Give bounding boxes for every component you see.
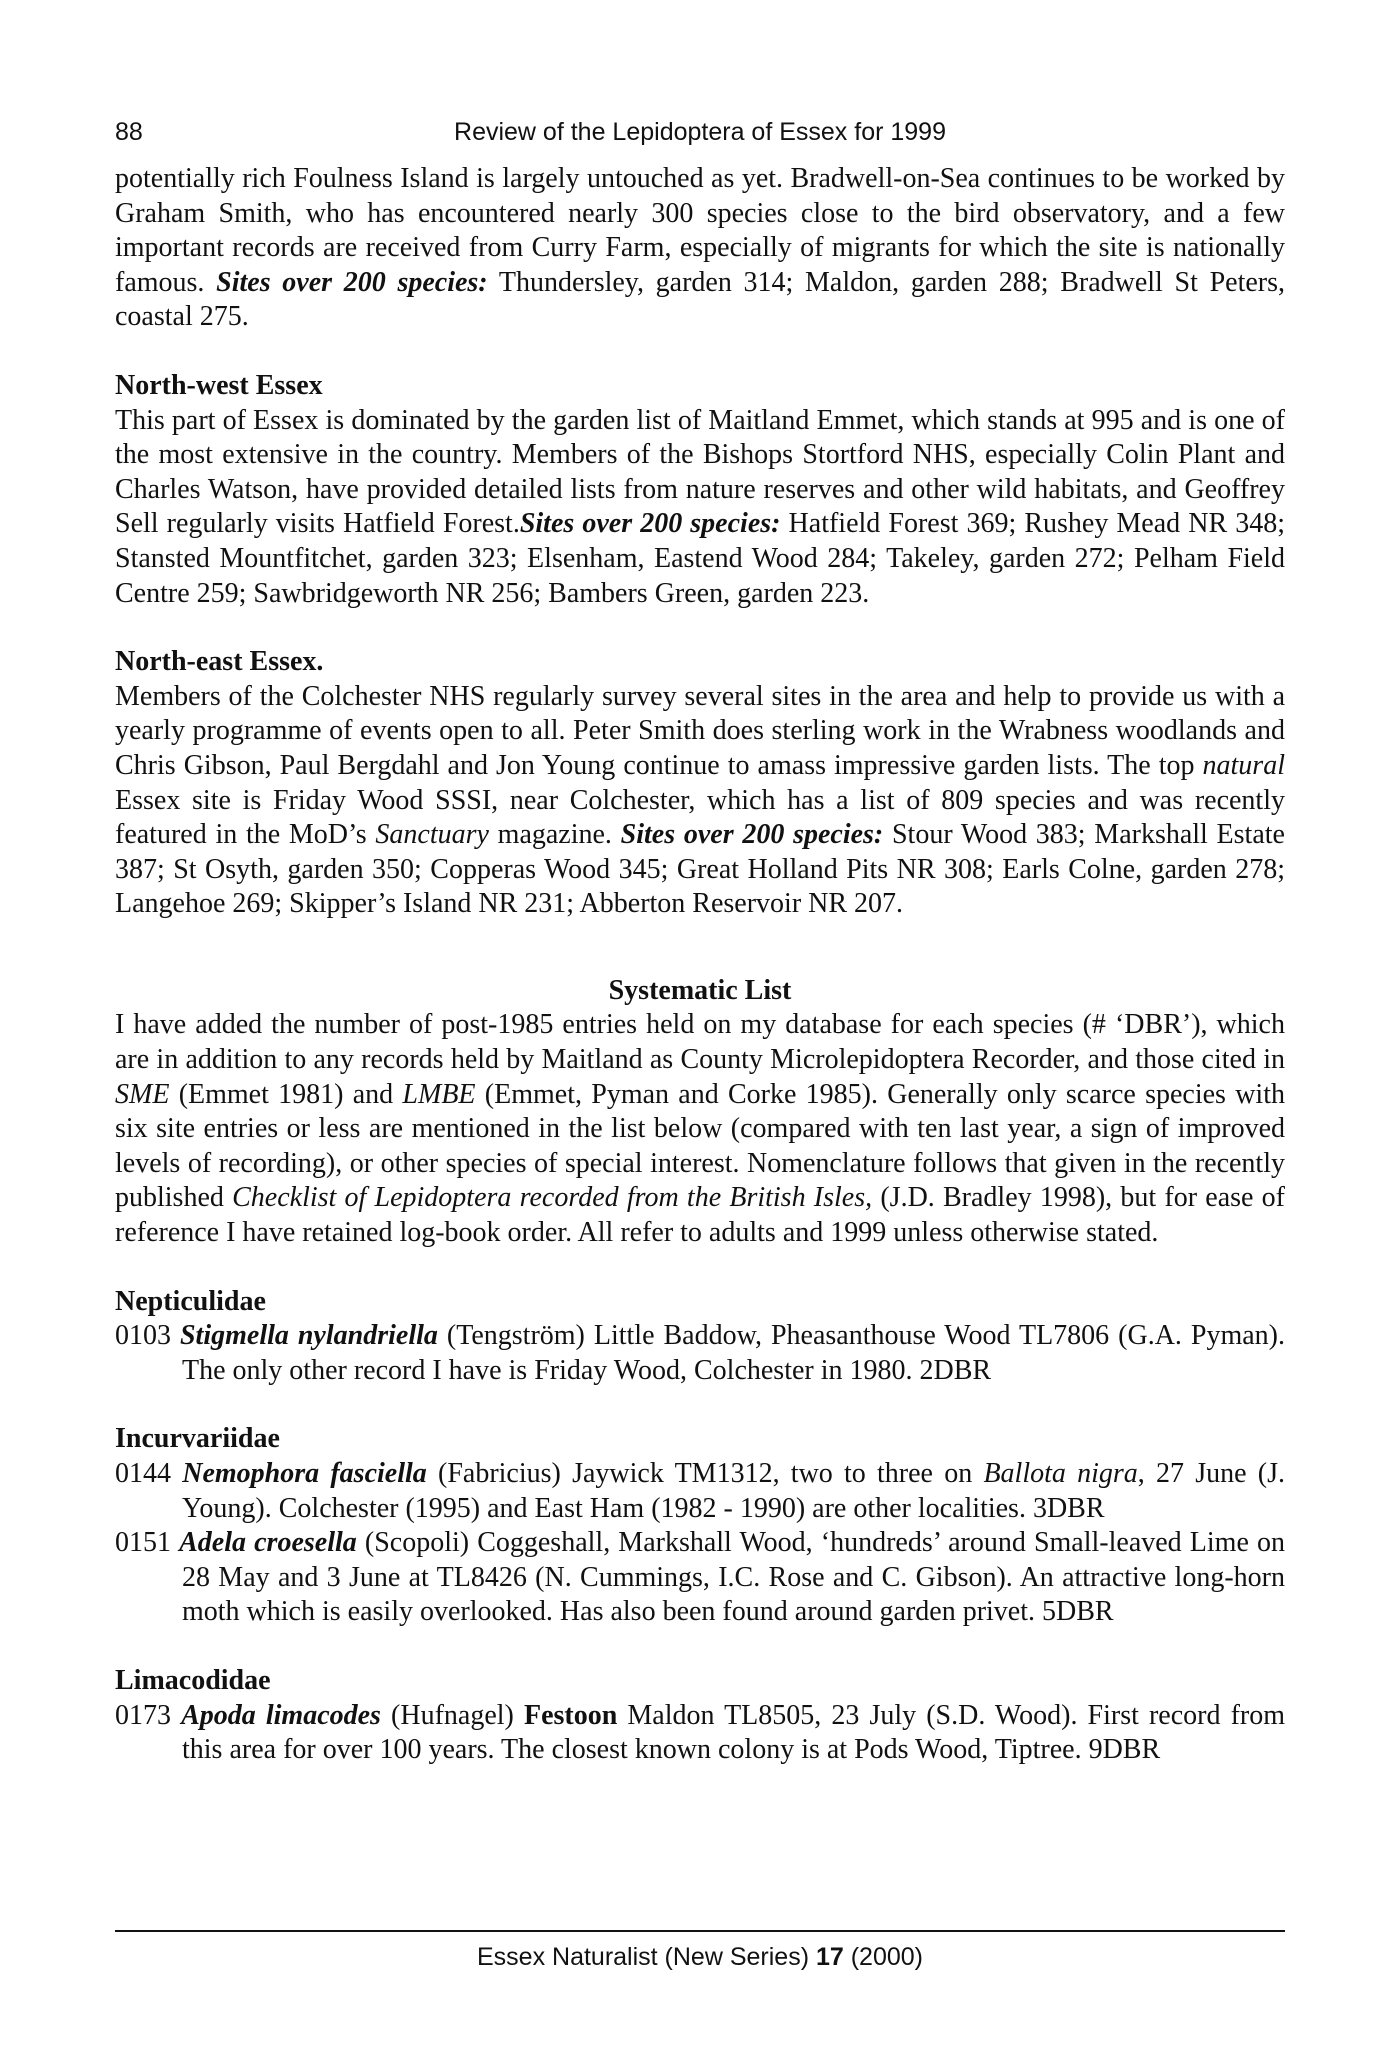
species-number: 0103 [115, 1320, 180, 1352]
magazine-title: Sanctuary [375, 819, 489, 851]
species-entry-0173 [115, 1699, 1285, 1768]
emphasis-natural: natural [1202, 749, 1285, 781]
species-entry-0103 [115, 1319, 1285, 1388]
family-heading-nepticulidae: Nepticulidae [115, 1285, 266, 1317]
plant-name: Ballota nigra [983, 1458, 1138, 1489]
text-run: , 27 June (J. Young). Colchester (1995) and East Ham (1982 - 1990) are other localities. 3DBR [182, 1458, 1286, 1524]
text-run: Maldon TL8505, 23 July (S.D. Wood). First record from this area for over 100 years. The closest known colony is at Pods Wood, Tiptree. 9DBR [182, 1699, 1286, 1766]
journal-name: Essex Naturalist (New Series) [476, 1943, 816, 1971]
text-run: Thundersley, garden 314; Maldon, garden 288; Bradwell St Peters, coastal 275. [115, 266, 1286, 333]
text-run: magazine. [488, 819, 621, 851]
section-heading-systematic-list: Systematic List [608, 974, 792, 1006]
sites-label: Sites over 200 species: [216, 266, 488, 298]
species-name: Stigmella nylandriella [179, 1320, 438, 1352]
text-run: (J.D. Bradley 1998), but for ease of reference I have retained log-book order. All refer to adults and 1999 unless otherwise stated. [115, 1182, 1285, 1249]
text-run: (Emmet, Pyman and Corke 1985). Generally only scarce species with six site entries or less are mentioned in the list below (compared with ten last year, a sign of improved levels of recording), or other species of special interest. Nomenclature follows that given in the recently published [115, 1078, 1285, 1214]
intro-paragraph [115, 162, 1285, 335]
running-header [115, 118, 1285, 152]
publication-sme: SME [115, 1078, 170, 1110]
text-run: I have added the number of post-1985 entries held on my database for each species (# ‘DBR’), which are in addition to any records held by Maitland as County Microlepidoptera Recorder, and those cited in [115, 1009, 1285, 1076]
sites-label: Sites over 200 species: [519, 508, 781, 540]
species-name: Adela croesella [179, 1527, 357, 1559]
species-name: Nemophora fasciella [182, 1458, 427, 1489]
publication-checklist: Checklist of Lepidoptera recorded from the British Isles, [232, 1182, 873, 1214]
species-number: 0151 [115, 1527, 180, 1559]
section-heading-north-east: North-east Essex. [115, 646, 324, 678]
journal-footer [115, 1943, 1285, 1972]
text-run: This part of Essex is dominated by the garden list of Maitland Emmet, which stands at 995 and is one of the most extensive in the country. Members of the Bishops Stortford NHS, especially Colin Plant and Charles Watson, have provided detailed lists from nature reserves and other wild habitats, and Geoffrey Sell regularly visits Hatfield Forest. [115, 404, 1285, 540]
text-run: (Emmet 1981) and [169, 1078, 403, 1110]
journal-year: (2000) [843, 1943, 923, 1971]
text-run: (Hufnagel) [380, 1699, 524, 1731]
footer-rule [115, 1930, 1285, 1932]
text-run: Members of the Colchester NHS regularly survey several sites in the area and help to provide us with a yearly programme of events open to all. Peter Smith does sterling work in the Wrabness woodlands and Chris Gibson, Paul Bergdahl and Jon Young continue to amass impressive garden lists. The top [115, 680, 1285, 781]
family-heading-incurvariidae: Incurvariidae [115, 1423, 280, 1455]
species-entry-0144 [115, 1457, 1285, 1526]
systematic-paragraph [115, 1008, 1285, 1250]
section-heading-north-west: North-west Essex [115, 369, 323, 401]
text-run: (Fabricius) Jaywick TM1312, two to three on [426, 1458, 984, 1489]
species-number: 0173 [115, 1699, 182, 1731]
text-run: (Scopoli) Coggeshall, Markshall Wood, ‘hundreds’ around Small-leaved Lime on 28 May and 3 June at TL8426 (N. Cummings, I.C. Rose and C. Gibson). An attractive long-horn moth which is easily overlooked. Has also been found around garden privet. 5DBR [182, 1527, 1285, 1628]
volume-number: 17 [815, 1943, 844, 1971]
running-title: Review of the Lepidoptera of Essex for 1999 [454, 118, 946, 146]
family-heading-limacodidae: Limacodidae [115, 1664, 271, 1696]
text-run: potentially rich Foulness Island is largely untouched as yet. Bradwell-on-Sea continues to be worked by Graham Smith, who has encountered nearly 300 species close to the bird observatory, and a few important records are received from Curry Farm, especially of migrants for which the site is nationally famous. [115, 163, 1285, 298]
text-run: Essex site is Friday Wood SSSI, near Colchester, which has a list of 809 species and was recently featured in the MoD’s [115, 784, 1285, 851]
sites-label: Sites over 200 species: [620, 819, 884, 851]
species-entry-0151 [115, 1526, 1285, 1630]
species-name: Apoda limacodes [181, 1699, 381, 1731]
text-run: Stour Wood 383; Markshall Estate 387; St Osyth, garden 350; Copperas Wood 345; Great Holland Pits NR 308; Earls Colne, garden 278; Langehoe 269; Skipper’s Island NR 231; Abberton Reservoir NR 207. [115, 819, 1285, 920]
text-run: Hatfield Forest 369; Rushey Mead NR 348; Stansted Mountfitchet, garden 323; Elsenham, Eastend Wood 284; Takeley, garden 272; Pelham Field Centre 259; Sawbridgeworth NR 256; Bambers Green, garden 223. [115, 508, 1285, 609]
article-body [115, 162, 1285, 1768]
page-number: 88 [115, 118, 143, 146]
common-name: Festoon [523, 1699, 618, 1731]
species-number: 0144 [115, 1458, 183, 1489]
text-run: (Tengström) Little Baddow, Pheasanthouse Wood TL7806 (G.A. Pyman). The only other record I have is Friday Wood, Colchester in 1980. 2DBR [182, 1320, 1286, 1386]
publication-lmbe: LMBE [402, 1078, 476, 1110]
north-east-paragraph [115, 680, 1285, 922]
north-west-paragraph [115, 404, 1285, 612]
